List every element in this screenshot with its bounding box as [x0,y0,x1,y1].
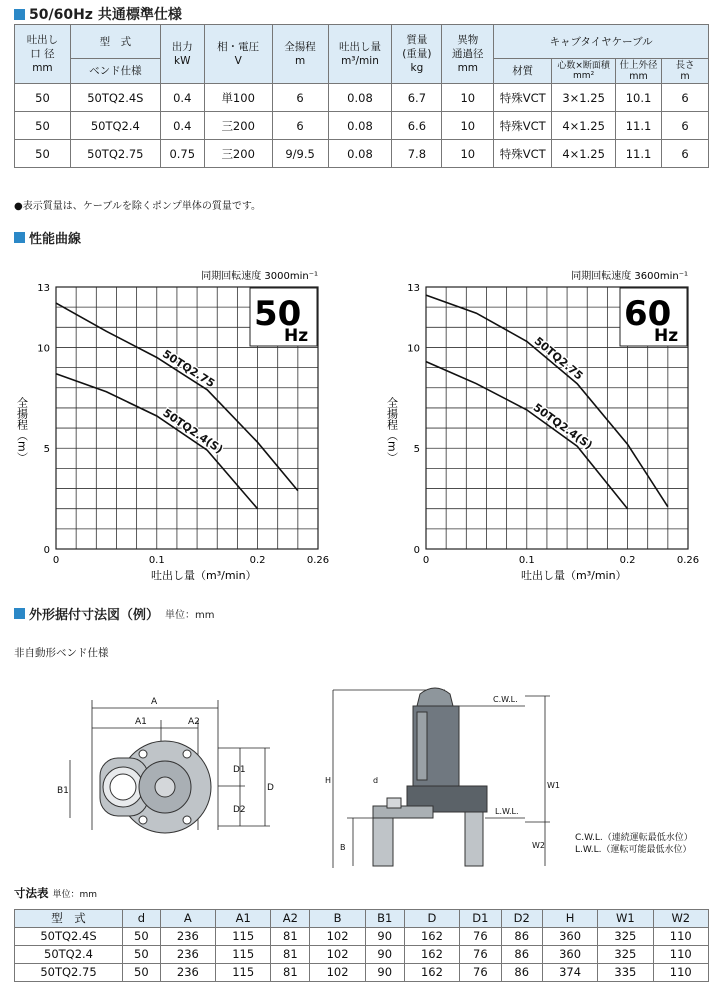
dim-cell: 236 [160,964,215,982]
dim-header-cell: A1 [216,910,271,928]
dim-cell: 81 [271,928,310,946]
speed-label: 同期回転速度 3600min⁻¹ [571,271,688,282]
freq-badge-number: 60 [624,294,672,334]
spec-cell: 50 [15,84,71,112]
spec-heading [14,4,182,24]
spec-cell: 6 [662,84,709,112]
dim-cell: 325 [598,946,653,964]
dim-subtitle: 非自動形ベンド仕様 [14,647,109,659]
spec-cell: 特殊VCT [494,112,552,140]
spec-row [15,112,709,140]
dim-table-title: 寸法表 [14,886,49,900]
x-axis-label: 吐出し量（m³/min） [151,569,257,582]
x-tick-label: 0.26 [306,555,330,566]
header-power: 出力 kW [160,25,204,84]
header-bore: 吐出し 口 径 mm [15,25,71,84]
x-tick-label: 0.2 [249,555,266,566]
dim-cell: 102 [310,928,365,946]
top-view-drawing [55,690,285,850]
spec-cell: 10 [442,84,494,112]
x-axis-label: 吐出し量（m³/min） [521,569,627,582]
dim-cell: 86 [501,946,542,964]
y-tick-label: 13 [407,283,420,294]
header-bend: ベンド仕様 [70,59,160,84]
legend-lwl: L.W.L.（運転可能最低水位） [575,845,692,855]
spec-cell: 0.4 [160,84,204,112]
spec-cell: 三200 [204,140,272,168]
spec-cell: 0.08 [328,84,392,112]
series-label: 50TQ2.75 [531,334,586,383]
dim-table-heading [14,885,97,901]
spec-cell: 11.1 [616,140,662,168]
label-B: B [340,843,346,852]
label-A2: A2 [188,717,200,727]
dim-row [15,928,709,946]
dim-heading [14,604,215,623]
header-cable: キャブタイヤケーブル [494,25,709,59]
label-W1: W1 [547,781,560,790]
x-tick-label: 0.1 [148,555,165,566]
dim-cell: 115 [216,946,271,964]
section-marker-icon [14,232,25,243]
dim-cell: 50TQ2.4S [15,928,123,946]
spec-cell: 0.4 [160,112,204,140]
label-H: H [325,776,332,785]
label-lwl: L.W.L. [495,807,519,816]
dim-cell: 76 [460,946,501,964]
dim-cell: 162 [404,928,459,946]
spec-cell: 50TQ2.4 [70,112,160,140]
dim-cell: 81 [271,946,310,964]
dim-cell: 115 [216,964,271,982]
dim-cell: 81 [271,964,310,982]
spec-cell: 6 [662,140,709,168]
dim-cell: 86 [501,928,542,946]
spec-cell: 0.75 [160,140,204,168]
dim-cell: 162 [404,946,459,964]
chart-60hz [380,265,720,585]
spec-cell: 50TQ2.4S [70,84,160,112]
spec-cell: 10 [442,140,494,168]
y-tick-label: 0 [43,545,50,556]
label-D1: D1 [233,765,246,775]
spec-title: 50/60Hz 共通標準仕様 [29,7,182,23]
dim-row [15,946,709,964]
spec-cell: 11.1 [616,112,662,140]
dim-cell: 325 [598,928,653,946]
y-axis-label: 全揚程（m） [15,397,29,463]
side-view-drawing [325,678,560,874]
spec-cell: 50 [15,112,71,140]
spec-note: ●表示質量は、ケーブルを除くポンプ単体の質量です。 [14,201,262,212]
spec-cell: 三200 [204,112,272,140]
dim-cell: 162 [404,964,459,982]
dim-title: 外形据付寸法図（例） [29,608,160,623]
y-tick-label: 13 [37,283,50,294]
dim-cell: 102 [310,946,365,964]
freq-badge-unit: Hz [284,326,309,346]
label-d: d [373,776,379,785]
dim-header-cell: B [310,910,365,928]
section-marker-icon [14,608,25,619]
dim-table [14,909,709,982]
series-label: 50TQ2.75 [160,347,218,391]
spec-cell: 10.1 [616,84,662,112]
spec-cell: 6 [272,112,328,140]
dim-header-cell: D [404,910,459,928]
perf-heading [14,228,81,247]
y-tick-label: 5 [413,444,420,456]
dim-header-cell: d [123,910,161,928]
spec-cell: 7.8 [392,140,442,168]
spec-table [14,24,709,168]
header-solids: 異物 通過径 mm [442,25,494,84]
dim-cell: 90 [365,964,404,982]
dim-header-cell: D2 [501,910,542,928]
spec-row [15,84,709,112]
dim-header-cell: A [160,910,215,928]
header-material: 材質 [494,59,552,84]
chart-50hz [10,265,350,585]
dim-cell: 236 [160,946,215,964]
dim-cell: 115 [216,928,271,946]
y-tick-label: 10 [37,343,50,355]
spec-cell: 0.08 [328,140,392,168]
dim-header-cell: W2 [653,910,708,928]
header-phase: 相・電圧 V [204,25,272,84]
spec-cell: 単100 [204,84,272,112]
spec-cell: 0.08 [328,112,392,140]
spec-cell: 4×1.25 [552,140,616,168]
perf-title: 性能曲線 [29,232,82,247]
dim-cell: 50 [123,928,161,946]
spec-cell: 6 [272,84,328,112]
x-tick-label: 0.2 [619,555,636,566]
dim-cell: 50 [123,946,161,964]
dim-header-cell: D1 [460,910,501,928]
spec-cell: 50TQ2.75 [70,140,160,168]
y-axis-label: 全揚程（m） [385,397,399,463]
spec-cell: 特殊VCT [494,84,552,112]
label-A1: A1 [135,717,147,727]
x-tick-label: 0.1 [518,555,535,566]
series-label: 50TQ2.4(S) [160,406,226,457]
spec-cell: 10 [442,112,494,140]
dim-header-cell: A2 [271,910,310,928]
y-tick-label: 0 [413,545,420,556]
label-A: A [151,697,158,707]
x-tick-label: 0 [422,555,430,566]
spec-cell: 9/9.5 [272,140,328,168]
freq-badge-number: 50 [254,294,302,334]
label-D2: D2 [233,805,246,815]
dim-cell: 50TQ2.75 [15,964,123,982]
dim-cell: 110 [653,964,708,982]
header-flow: 吐出し量 m³/min [328,25,392,84]
dim-header-row [15,910,709,928]
label-W2: W2 [532,841,545,850]
header-cores: 心数×断面積 mm² [552,59,616,84]
label-B1: B1 [57,786,69,796]
dim-cell: 374 [542,964,597,982]
freq-badge-unit: Hz [654,326,679,346]
dim-header-cell: B1 [365,910,404,928]
dim-table-unit: 単位：mm [52,890,98,900]
spec-cell: 3×1.25 [552,84,616,112]
dim-header-cell: H [542,910,597,928]
header-length: 長さ m [662,59,709,84]
dim-cell: 360 [542,946,597,964]
header-mass: 質量 (重量) kg [392,25,442,84]
dim-cell: 102 [310,964,365,982]
dim-cell: 50 [123,964,161,982]
dim-cell: 110 [653,946,708,964]
speed-label: 同期回転速度 3000min⁻¹ [201,271,318,282]
legend-cwl: C.W.L.（連続運転最低水位） [575,833,693,843]
spec-cell: 50 [15,140,71,168]
dim-cell: 50TQ2.4 [15,946,123,964]
label-D: D [267,783,274,793]
spec-cell: 6.7 [392,84,442,112]
spec-row [15,140,709,168]
dim-cell: 335 [598,964,653,982]
header-outer: 仕上外径 mm [616,59,662,84]
spec-cell: 特殊VCT [494,140,552,168]
dim-unit: 単位：mm [165,610,215,621]
dim-cell: 90 [365,946,404,964]
dim-cell: 236 [160,928,215,946]
x-tick-label: 0 [52,555,60,566]
dim-cell: 76 [460,928,501,946]
y-tick-label: 5 [43,444,50,456]
dim-cell: 110 [653,928,708,946]
dim-header-cell: 型 式 [15,910,123,928]
dim-cell: 90 [365,928,404,946]
header-model: 型 式 [70,25,160,59]
section-marker-icon [14,9,25,20]
dim-cell: 360 [542,928,597,946]
dim-cell: 76 [460,964,501,982]
series-label: 50TQ2.4(S) [530,400,595,453]
dim-row [15,964,709,982]
y-tick-label: 10 [407,343,420,355]
dim-header-cell: W1 [598,910,653,928]
spec-cell: 4×1.25 [552,112,616,140]
label-cwl: C.W.L. [493,695,518,704]
x-tick-label: 0.26 [676,555,700,566]
header-head: 全揚程 m [272,25,328,84]
dim-cell: 86 [501,964,542,982]
spec-cell: 6.6 [392,112,442,140]
spec-cell: 6 [662,112,709,140]
